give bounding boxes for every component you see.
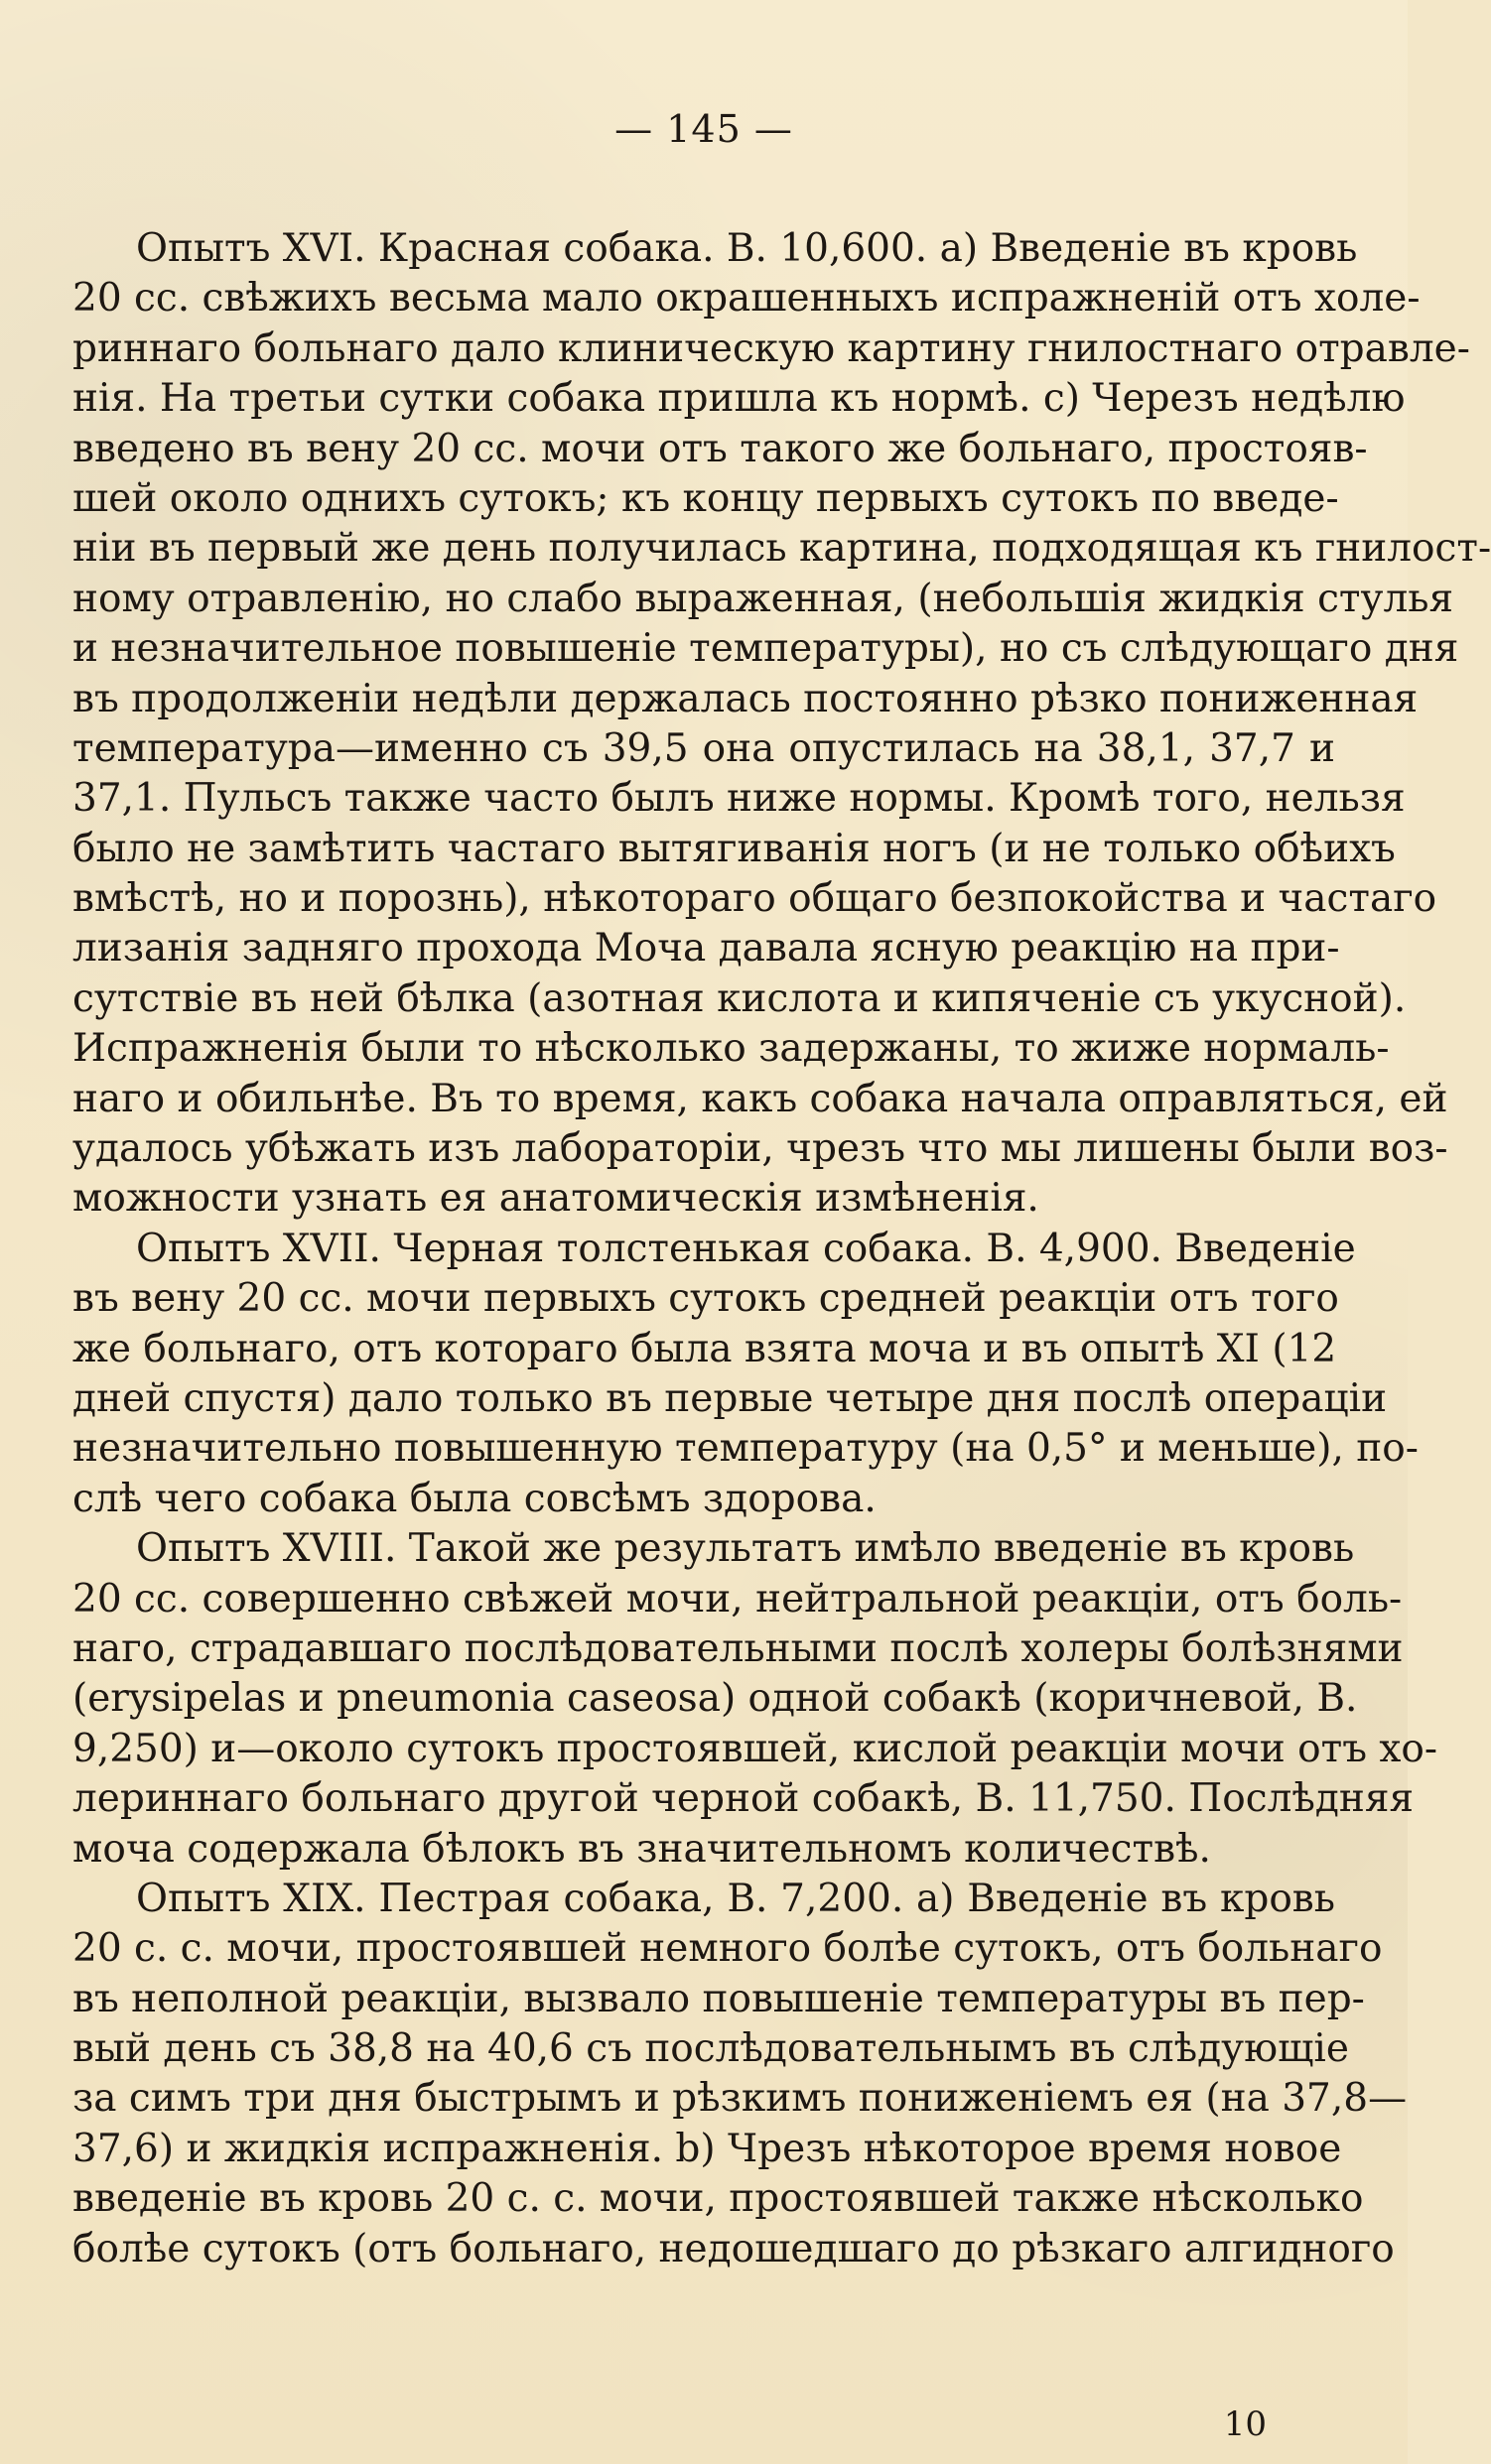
text-line: лериннаго больнаго другой черной собакѣ, В. 11,750. Послѣдняя [72,1776,1415,1822]
text-line: можности узнать ея анатомическія измѣненія. [72,1176,1039,1222]
text-line: нія. На третьи сутки собака пришла къ нормѣ. c) Черезъ недѣлю [72,376,1406,422]
text-line: за симъ три дня быстрымъ и рѣзкимъ пониженіемъ ея (на 37,8— [72,2076,1408,2122]
text-line: въ неполной реакціи, вызвало повышеніе температуры въ пер- [72,1976,1365,2021]
page-text-block [72,224,1491,2274]
text-line: въ вену 20 сс. мочи первыхъ сутокъ средней реакціи отъ того [72,1276,1339,1322]
text-line: сутствіе въ ней бѣлка (азотная кислота и кипяченіе съ укусной). [72,975,1407,1021]
text-line: было не замѣтить частаго вытягиванія ногъ (и не только обѣихъ [72,826,1396,871]
text-line: удалось убѣжать изъ лабораторіи, чрезъ что мы лишены были воз- [72,1126,1448,1172]
text-line: (erysipelas и pneumonia caseosa) одной собакѣ (коричневой, В. [72,1676,1358,1722]
text-line: 20 сс. свѣжихъ весьма мало окрашенныхъ испражненій отъ холе- [72,276,1421,322]
text-line: же больнаго, отъ котораго была взята моча и въ опытѣ XI (12 [72,1326,1337,1371]
text-line: наго и обильнѣе. Въ то время, какъ собака начала оправляться, ей [72,1076,1448,1121]
text-line: Опытъ XVI. Красная собака. В. 10,600. a) Введеніе въ кровь [136,226,1358,271]
text-line: температура—именно съ 39,5 она опустилась на 38,1, 37,7 и [72,725,1335,771]
text-line: введеніе въ кровь 20 с. с. мочи, простоявшей также нѣсколько [72,2176,1364,2222]
text-line: риннаго больнаго дало клиническую картину гнилостнаго отравле- [72,325,1470,371]
text-line: въ продолженіи недѣли держалась постоянно рѣзко пониженная [72,676,1419,721]
text-line: Опытъ XIX. Пестрая собака, В. 7,200. a) Введеніе въ кровь [136,1876,1335,1921]
text-line: Испражненія были то нѣсколько задержаны, то жиже нормаль- [72,1026,1390,1072]
text-line: дней спустя) дало только въ первые четыре дня послѣ операціи [72,1375,1388,1421]
text-line: лизанія задняго прохода Моча давала ясную реакцію на при- [72,926,1340,972]
text-line: болѣе сутокъ (отъ больнаго, недошедшаго до рѣзкаго алгидного [72,2226,1395,2271]
signature-mark: 10 [1223,2404,1267,2444]
text-line: незначительно повышенную температуру (на 0,5° и меньше), по- [72,1426,1419,1472]
text-line: моча содержала бѣлокъ въ значительномъ количествѣ. [72,1826,1211,1872]
text-line: слѣ чего собака была совсѣмъ здорова. [72,1476,877,1521]
text-line: шей около однихъ сутокъ; къ концу первыхъ сутокъ по введе- [72,475,1339,521]
text-line: ніи въ первый же день получилась картина, подходящая къ гнилост- [72,526,1491,572]
text-line: 9,250) и—около сутокъ простоявшей, кислой реакціи мочи отъ хо- [72,1726,1438,1771]
text-line: введено въ вену 20 сс. мочи отъ такого же больнаго, простояв- [72,426,1368,471]
text-line: вмѣстѣ, но и порознь), нѣкотораго общаго безпокойства и частаго [72,876,1437,922]
text-line: вый день съ 38,8 на 40,6 съ послѣдовательнымъ въ слѣдующіе [72,2026,1349,2072]
text-line: ному отравленію, но слабо выраженная, (небольшія жидкія стулья [72,576,1454,621]
text-line: Опытъ XVIII. Такой же результатъ имѣло введеніе въ кровь [136,1526,1355,1572]
text-line: 20 с. с. мочи, простоявшей немного болѣе сутокъ, отъ больнаго [72,1926,1383,1972]
text-line: 20 сс. совершенно свѣжей мочи, нейтральной реакціи, отъ боль- [72,1576,1403,1621]
text-line: наго, страдавшаго послѣдовательными послѣ холеры болѣзнями [72,1625,1404,1671]
text-line: 37,6) и жидкія испражненія. b) Чрезъ нѣкоторое время новое [72,2126,1342,2171]
page-number: — 145 — [614,107,793,151]
text-line: 37,1. Пульсъ также часто былъ ниже нормы. Кромѣ того, нельзя [72,776,1406,822]
text-line: Опытъ XVII. Черная толстенькая собака. В. 4,900. Введеніе [136,1226,1356,1271]
text-line: и незначительное повышеніе температуры), но съ слѣдующаго дня [72,626,1459,672]
